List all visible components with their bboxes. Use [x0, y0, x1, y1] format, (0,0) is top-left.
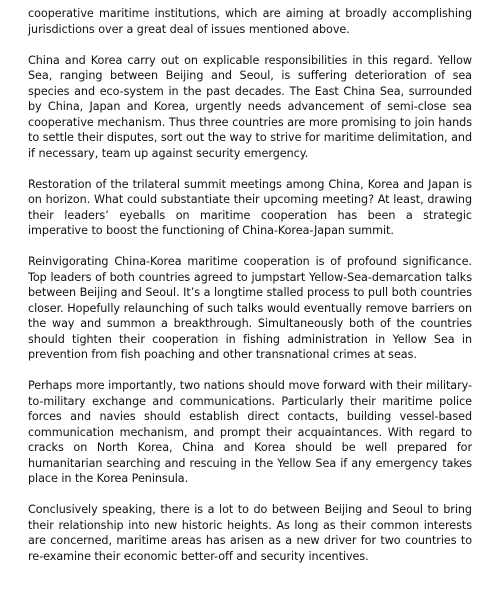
paragraph-reinvigorating-cooperation: Reinvigorating China-Korea maritime cooperation is of profound significance. Top leaders of both countries agreed to jumpstart Yellow-Sea-demarcation talks between Beijing and Seoul. It’s a longtime stalled process to pull both countries closer. Hopefully relaunching of such talks would eventually remove barriers on the way and summon a breakthrough. Simultaneously both of the countries should tighten their cooperation in fishing administration in Yellow Sea in prevention from fish poaching and other transnational crimes at seas.	[28, 255, 472, 361]
document-page	[28, 6, 472, 580]
paragraph-trilateral-summit: Restoration of the trilateral summit meetings among China, Korea and Japan is on horizon. What could substantiate their upcoming meeting? At least, drawing their leaders’ eyeballs on maritime cooperation has been a strategic imperative to boost the functioning of China-Korea-Japan summit.	[28, 177, 472, 237]
paragraph-intro-continued: cooperative maritime institutions, which are aiming at broadly accomplishing jurisdictions over a great deal of issues mentioned above.	[28, 7, 472, 36]
paragraph-conclusion: Conclusively speaking, there is a lot to do between Beijing and Seoul to bring their relationship into new historic heights. As long as their common interests are concerned, maritime areas has arisen as a new driver for two countries to re-examine their economic better-off and security incentives.	[28, 503, 472, 563]
paragraph-military-exchange: Perhaps more importantly, two nations should move forward with their military-to-military exchange and communications. Particularly their maritime police forces and navies should establish direct contacts, building vessel-based communication mechanism, and prompt their acquaintances. With regard to cracks on North Korea, China and Korea should be well prepared for humanitarian searching and rescuing in the Yellow Sea if any emergency takes place in the Korea Peninsula.	[28, 379, 472, 485]
paragraph-china-korea-responsibilities: China and Korea carry out on explicable responsibilities in this regard. Yellow Sea, ranging between Beijing and Seoul, is suffering deterioration of sea species and eco-system in the past decades. The East China Sea, surrounded by China, Japan and Korea, urgently needs advancement of semi-close sea cooperative mechanism. Thus three countries are more promising to join hands to settle their disputes, sort out the way to strive for maritime delimitation, and if necessary, team up against security emergency.	[28, 53, 472, 160]
